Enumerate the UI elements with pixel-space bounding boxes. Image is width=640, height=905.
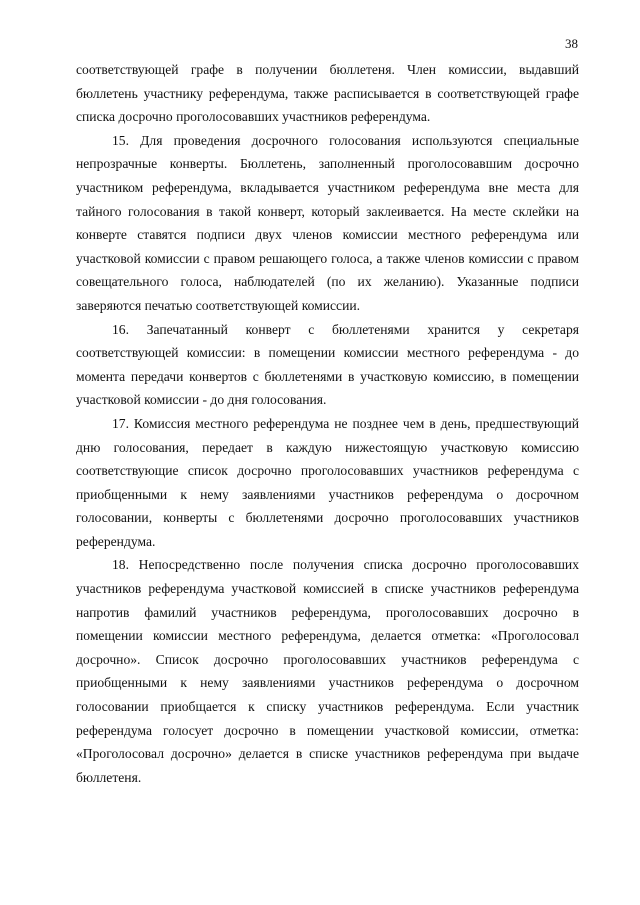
paragraph-continuation: соответствующей графе в получении бюллетеня. Член комиссии, выдавший бюллетень участнику референдума, также расписывается в соответствующей графе списка досрочно проголосовавших участников референдума. <box>76 62 579 125</box>
page-number: 38 <box>565 36 578 51</box>
paragraph-item-18: 18. Непосредственно после получения списка досрочно проголосовавших участников референдума участковой комиссией в списке участников референдума напротив фамилий участников референдума, проголосовавших досрочно в помещении комиссии местного референдума, делается отметка: «Проголосовал досрочно». Список досрочно проголосовавших участников референдума с приобщенными к нему заявлениями участников референдума о досрочном голосовании приобщается к списку участников референдума. Если участник референдума голосует досрочно в помещении участковой комиссии, отметка: «Проголосовал досрочно» делается в списке участников референдума при выдаче бюллетеня. <box>76 557 579 785</box>
paragraph-item-17: 17. Комиссия местного референдума не позднее чем в день, предшествующий дню голосования, передает в каждую нижестоящую участковую комиссию соответствующие список досрочно проголосовавших участников референдума с приобщенными к нему заявлениями участников референдума о досрочном голосовании, конверты с бюллетенями досрочно проголосовавших участников референдума. <box>76 415 579 549</box>
document-body <box>76 58 579 789</box>
paragraph-item-16: 16. Запечатанный конверт с бюллетенями хранится у секретаря соответствующей комиссии: в помещении комиссии местного референдума - до момента передачи конвертов с бюллетенями в участковую комиссию, в помещении участковой комиссии - до дня голосования. <box>76 321 579 408</box>
paragraph-item-15: 15. Для проведения досрочного голосования используются специальные непрозрачные конверты. Бюллетень, заполненный проголосовавшим досрочно участником референдума, вкладывается участником референдума вне места для тайного голосования в такой конверт, который заклеивается. На месте склейки на конверте ставятся подписи двух членов комиссии местного референдума или участковой комиссии с правом решающего голоса, а также членов комиссии с правом совещательного голоса, наблюдателей (по их желанию). Указанные подписи заверяются печатью соответствующей комиссии. <box>76 132 579 313</box>
